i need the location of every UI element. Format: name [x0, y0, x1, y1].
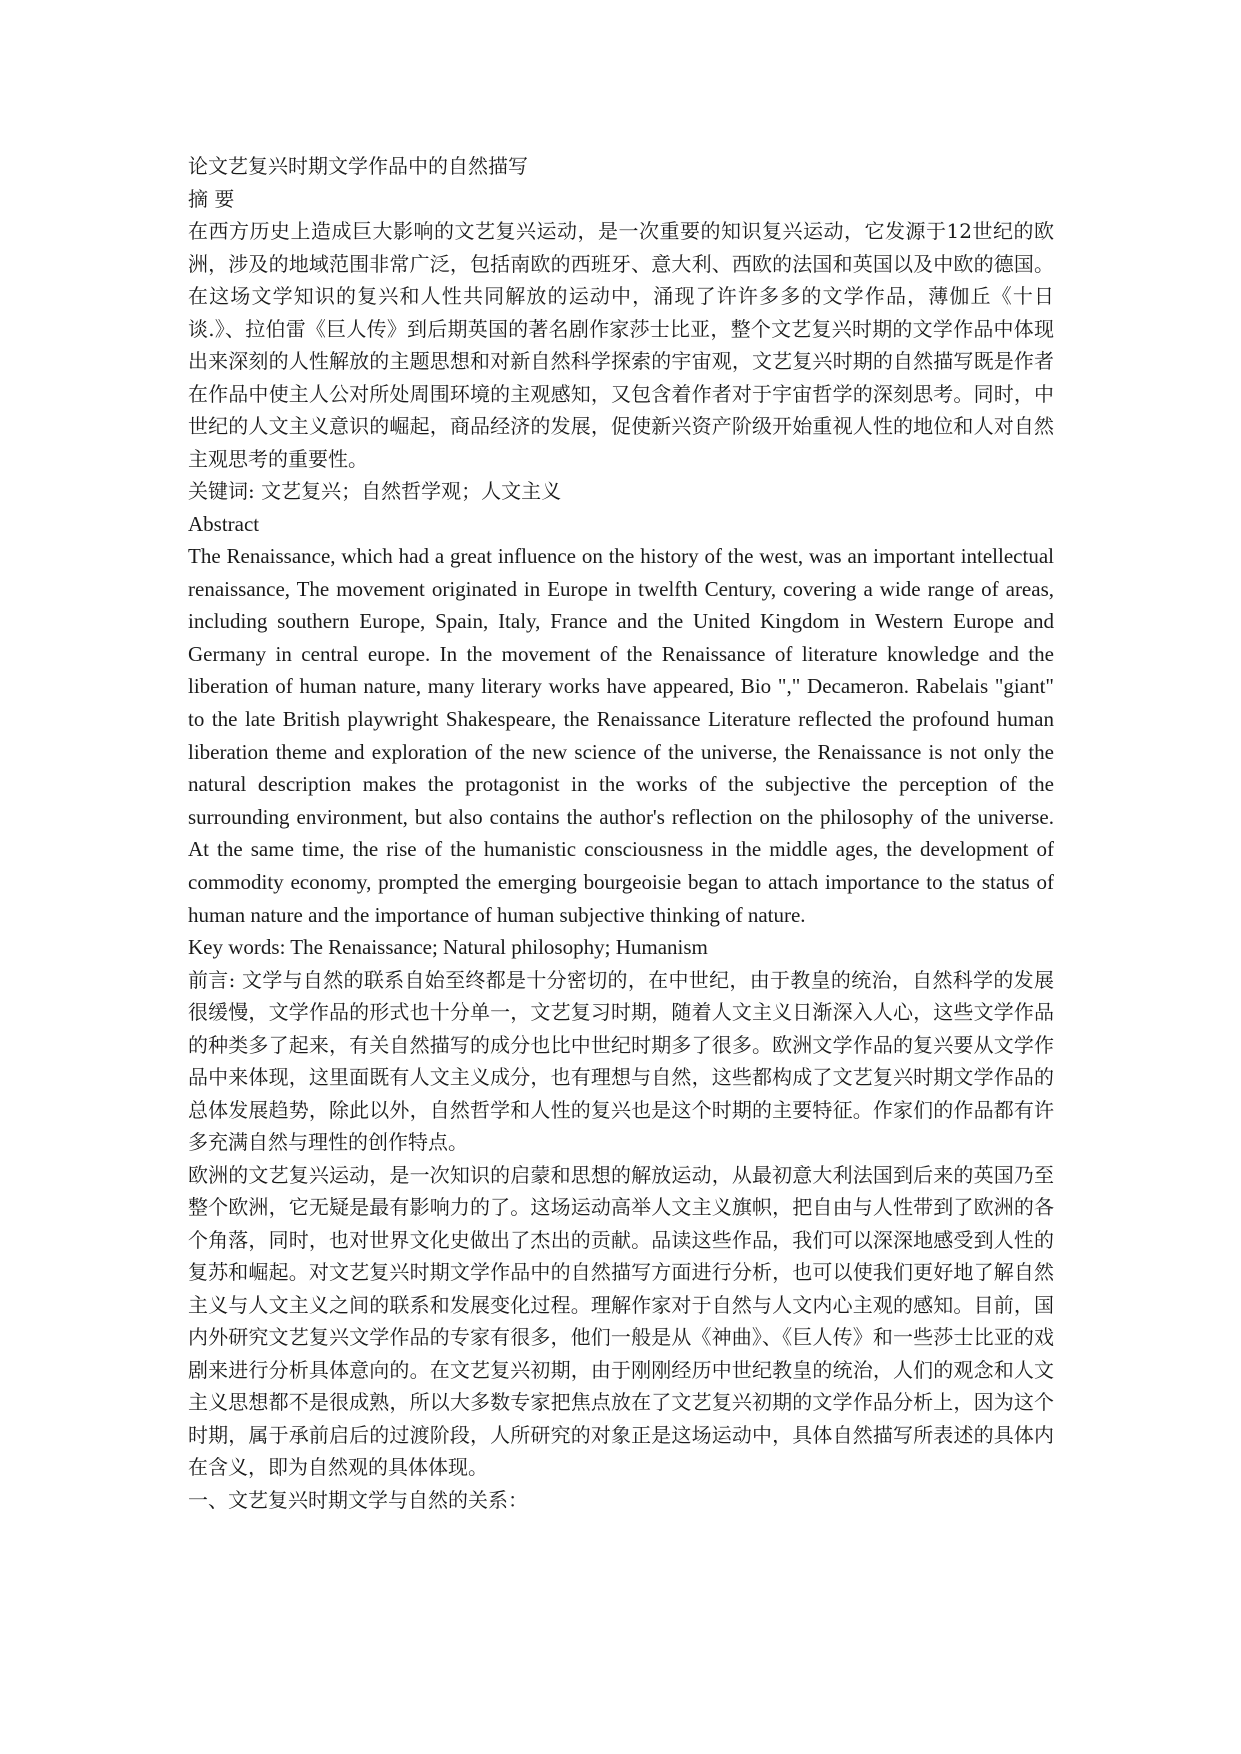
keywords-chinese: 关键词: 文艺复兴；自然哲学观；人文主义 — [188, 479, 562, 503]
document-title: 论文艺复兴时期文学作品中的自然描写 — [188, 154, 528, 178]
preface-paragraph: 前言: 文学与自然的联系自始至终都是十分密切的，在中世纪，由于教皇的统治，自然科学的发展很缓慢，文学作品的形式也十分单一，文艺复习时期，随着人文主义日渐深入人心，这些文学作品的种类多了起来，有关自然描写的成分也比中世纪时期多了很多。欧洲文学作品的复兴要从文学作品中来体现，这里面既有人文主义成分，也有理想与自然，这些都构成了文艺复兴时期文学作品的总体发展趋势，除此以外，自然哲学和人性的复兴也是这个时期的主要特征。作家们的作品都有许多充满自然与理性的创作特点。 — [188, 967, 1054, 1155]
abstract-chinese: 在西方历史上造成巨大影响的文艺复兴运动，是一次重要的知识复兴运动，它发源于12世纪的欧洲，涉及的地域范围非常广泛，包括南欧的西班牙、意大利、西欧的法国和英国以及中欧的德国。在这场文学知识的复兴和人性共同解放的运动中，涌现了许许多多的文学作品，薄伽丘《十日谈.》、拉伯雷《巨人传》到后期英国的著名剧作家莎士比亚，整个文艺复兴时期的文学作品中体现出来深刻的人性解放的主题思想和对新自然科学探索的宇宙观，文艺复兴时期的自然描写既是作者在作品中使主人公对所处周围环境的主观感知，又包含着作者对于宇宙哲学的深刻思考。同时，中世纪的人文主义意识的崛起，商品经济的发展，促使新兴资产阶级开始重视人性的地位和人对自然主观思考的重要性。 — [188, 219, 1054, 471]
abstract-english-heading: Abstract — [188, 511, 260, 536]
body-paragraph: 欧洲的文艺复兴运动，是一次知识的启蒙和思想的解放运动，从最初意大利法国到后来的英国乃至整个欧洲，它无疑是最有影响力的了。这场运动高举人文主义旗帜，把自由与人性带到了欧洲的各个角落，同时，也对世界文化史做出了杰出的贡献。品读这些作品，我们可以深深地感受到人性的复苏和崛起。对文艺复兴时期文学作品中的自然描写方面进行分析，也可以使我们更好地了解自然主义与人文主义之间的联系和发展变化过程。理解作家对于自然与人文内心主观的感知。目前，国内外研究文艺复兴文学作品的专家有很多，他们一般是从《神曲》、《巨人传》和一些莎士比亚的戏剧来进行分析具体意向的。在文艺复兴初期，由于刚刚经历中世纪教皇的统治，人们的观念和人文主义思想都不是很成熟，所以大多数专家把焦点放在了文艺复兴初期的文学作品分析上，因为这个时期，属于承前启后的过渡阶段，人所研究的对象正是这场运动中，具体自然描写所表述的具体内在含义，即为自然观的具体体现。 — [188, 1162, 1054, 1480]
abstract-english: The Renaissance, which had a great influence on the history of the west, was an important intellectual renaissance, The movement originated in Europe in twelfth Century, covering a wide range of areas, including southern Europe, Spain, Italy, France and the United Kingdom in Western Europe and Germany in central europe. In the movement of the Renaissance of literature knowledge and the liberation of human nature, many literary works have appeared, Bio "," Decameron. Rabelais "giant" to the late British playwright Shakespeare, the Renaissance Literature reflected the profound human liberation theme and exploration of the new science of the universe, the Renaissance is not only the natural description makes the protagonist in the works of the subjective the perception of the surrounding environment, but also contains the author's reflection on the philosophy of the universe. At the same time, the rise of the humanistic consciousness in the middle ages, the development of commodity economy, prompted the emerging bourgeoisie began to attach importance to the status of human nature and the importance of human subjective thinking of nature. — [188, 544, 1054, 927]
document-body — [188, 150, 1054, 1516]
abstract-heading: 摘 要 — [188, 186, 235, 211]
section-heading: 一、文艺复兴时期文学与自然的关系： — [188, 1487, 528, 1512]
keywords-english: Key words: The Renaissance; Natural philosophy; Humanism — [188, 935, 708, 960]
